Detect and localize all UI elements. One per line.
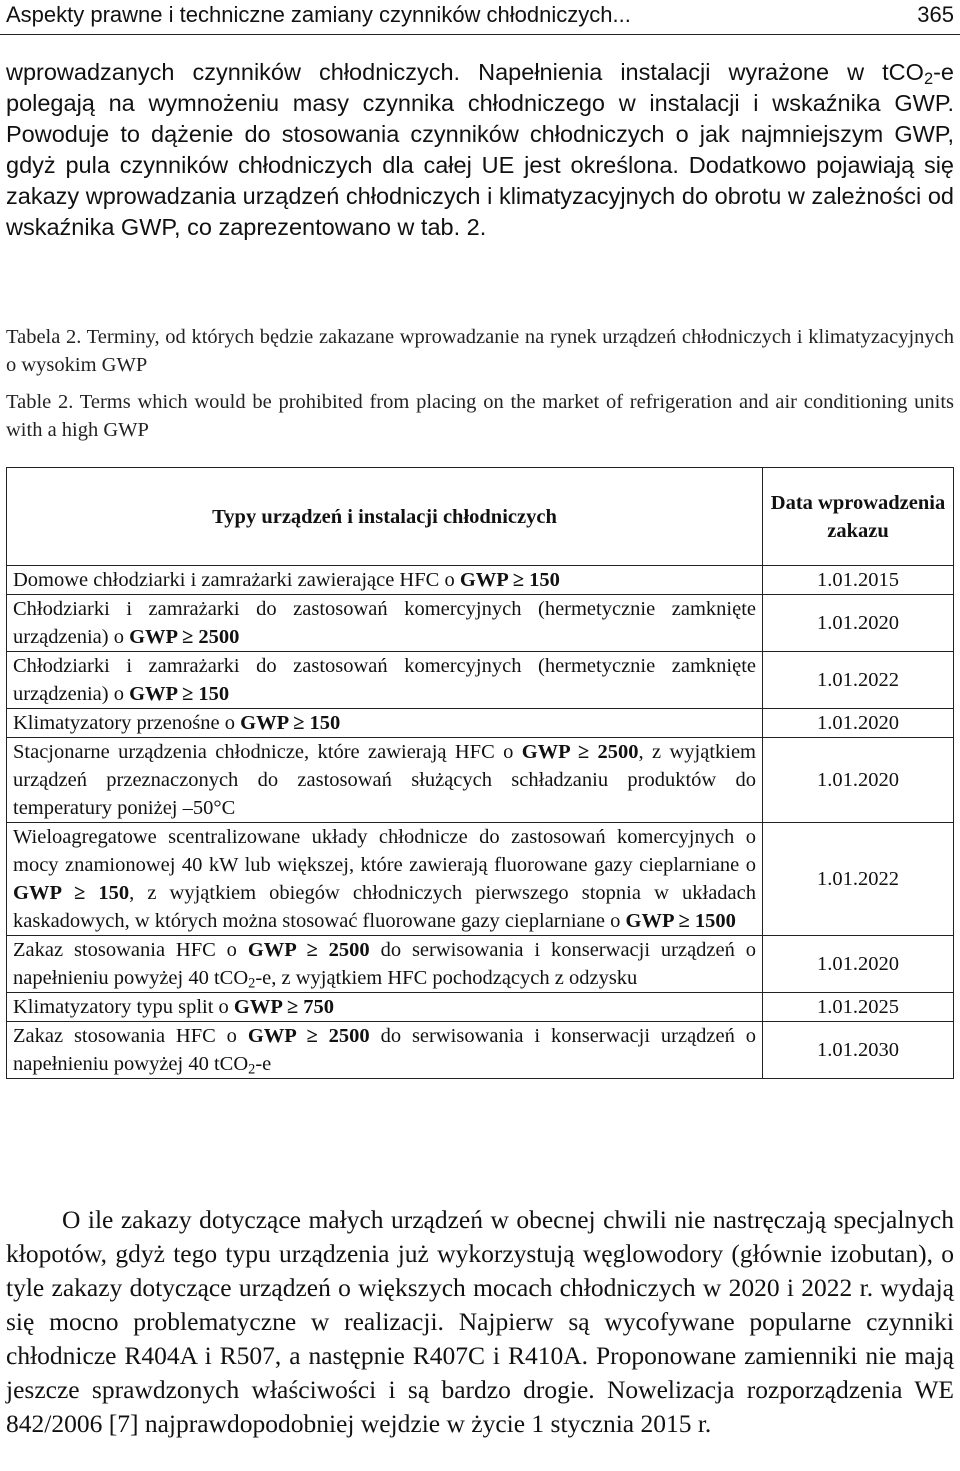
intro-subscript: 2 xyxy=(923,70,934,89)
intro-paragraph xyxy=(6,57,954,243)
header-type: Typy urządzeń i instalacji chłodniczych xyxy=(7,468,763,566)
row-description: Chłodziarki i zamrażarki do zastosowań komercyjnych (hermetycznie zamknięte urządzenia) o GWP ≥ 150 xyxy=(7,652,763,709)
table-row xyxy=(7,1022,954,1079)
row-date: 1.01.2022 xyxy=(763,652,954,709)
header-date: Data wprowadzenia zakazu xyxy=(763,468,954,566)
row-description: Chłodziarki i zamrażarki do zastosowań komercyjnych (hermetycznie zamknięte urządzenia) o GWP ≥ 2500 xyxy=(7,595,763,652)
row-description: Domowe chłodziarki i zamrażarki zawierające HFC o GWP ≥ 150 xyxy=(7,566,763,595)
row-date: 1.01.2020 xyxy=(763,936,954,993)
row-description: Klimatyzatory typu split o GWP ≥ 750 xyxy=(7,993,763,1022)
row-date: 1.01.2025 xyxy=(763,993,954,1022)
table-header-row xyxy=(7,468,954,566)
running-header xyxy=(0,0,960,35)
page-number: 365 xyxy=(917,2,954,27)
table-row xyxy=(7,993,954,1022)
table-caption-pl: Tabela 2. Terminy, od których będzie zakazane wprowadzanie na rynek urządzeń chłodniczych i klimatyzacyjnych o wysokim GWP xyxy=(6,326,954,376)
closing-paragraph: O ile zakazy dotyczące małych urządzeń w obecnej chwili nie nastręczają specjalnych kłopotów, gdyż tego typu urządzenia już wykorzystują węglowodory (głównie izobutan), o tyle zakazy dotyczące urządzeń o większych mocach chłodniczych w 2020 i 2022 r. wydają się mocno problematyczne w realizacji. Najpierw są wycofywane popularne czynniki chłodnicze R404A i R507, a następnie R407C i R410A. Proponowane zamienniki nie mają jeszcze sprawdzonych właściwości i są bardzo drogie. Nowelizacja rozporządzenia WE 842/2006 [7] najprawdopodobniej wejdzie w życie 1 stycznia 2015 r. xyxy=(6,1205,954,1438)
row-description: Zakaz stosowania HFC o GWP ≥ 2500 do serwisowania i konserwacji urządzeń o napełnieniu powyżej 40 tCO$_2$-e xyxy=(7,1022,763,1079)
row-date: 1.01.2022 xyxy=(763,823,954,936)
intro-text-a: wprowadzanych czynników chłodniczych. Napełnienia instalacji wyrażone w tCO xyxy=(6,59,924,85)
table-row xyxy=(7,823,954,936)
row-description: Wieloagregatowe scentralizowane układy chłodnicze do zastosowań komercyjnych o mocy znamionowej 40 kW lub większej, które zawierają fluorowane gazy cieplarniane o GWP ≥ 150, z wyjątkiem obiegów chłodniczych pierwszego stopnia w układach kaskadowych, w których można stosować fluorowane gazy cieplarniane o GWP ≥ 1500 xyxy=(7,823,763,936)
row-date: 1.01.2020 xyxy=(763,738,954,823)
table-row xyxy=(7,936,954,993)
row-description: Klimatyzatory przenośne o GWP ≥ 150 xyxy=(7,709,763,738)
table-caption-en: Table 2. Terms which would be prohibited from placing on the market of refrigeration and air conditioning units with a high GWP xyxy=(6,391,954,441)
row-date: 1.01.2020 xyxy=(763,709,954,738)
ban-dates-table xyxy=(6,467,954,1079)
row-description: Zakaz stosowania HFC o GWP ≥ 2500 do serwisowania i konserwacji urządzeń o napełnieniu powyżej 40 tCO$_2$-e, z wyjątkiem HFC pochodzących z odzysku xyxy=(7,936,763,993)
intro-text-b: -e polegają na wymnożeniu masy czynnika chłodniczego w instalacji i wskaźnika GWP. Powoduje to dążenie do stosowania czynników chłodniczych o jak najmniejszym GWP, gdyż pula czynników chłodniczych dla całej UE jest określona. Dodatkowo pojawiają się zakazy wprowadzania urządzeń chłodniczych i klimatyzacyjnych do obrotu w zależności od wskaźnika GWP, co zaprezentowano w tab. 2. xyxy=(6,59,954,240)
row-date: 1.01.2030 xyxy=(763,1022,954,1079)
table-row xyxy=(7,595,954,652)
row-date: 1.01.2015 xyxy=(763,566,954,595)
table-row xyxy=(7,652,954,709)
running-title: Aspekty prawne i techniczne zamiany czynników chłodniczych... xyxy=(6,2,631,27)
row-date: 1.01.2020 xyxy=(763,595,954,652)
row-description: Stacjonarne urządzenia chłodnicze, które zawierają HFC o GWP ≥ 2500, z wyjątkiem urządzeń przeznaczonych do zastosowań służących schładzaniu produktów do temperatury poniżej –50°C xyxy=(7,738,763,823)
table-row xyxy=(7,566,954,595)
table-row xyxy=(7,709,954,738)
table-row xyxy=(7,738,954,823)
